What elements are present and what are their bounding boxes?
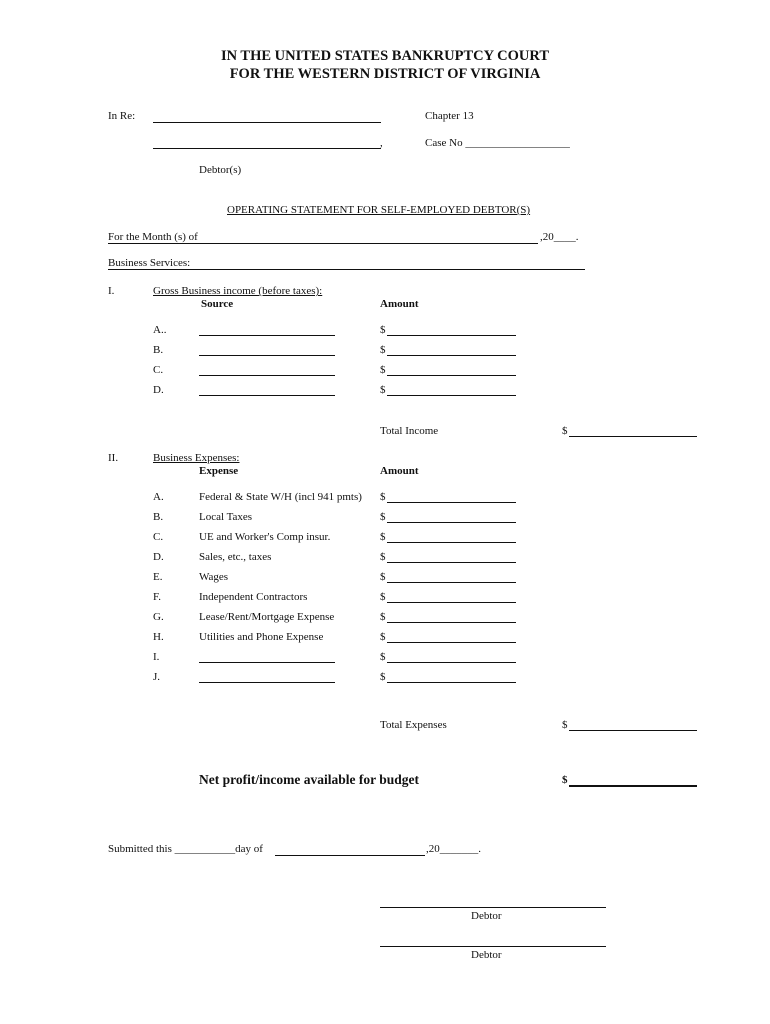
expense-amount-field[interactable]: [387, 582, 516, 583]
expense-row-letter: J.: [153, 671, 161, 683]
income-row-letter: A..: [153, 324, 167, 336]
expense-row-letter: D.: [153, 551, 164, 563]
expense-row-letter: E.: [153, 571, 163, 583]
expense-row-letter: A.: [153, 491, 164, 503]
net-profit-field[interactable]: [569, 785, 697, 787]
dollar-sign: $: [380, 384, 386, 396]
expenses-heading: Business Expenses:: [153, 452, 240, 464]
income-row-letter: D.: [153, 384, 164, 396]
in-re-label: In Re:: [108, 110, 136, 122]
income-source-field[interactable]: [199, 375, 335, 376]
source-column-header: Source: [201, 298, 234, 310]
submitted-year-field[interactable]: ,20_______.: [426, 843, 481, 855]
total-income-field[interactable]: [569, 436, 697, 437]
expense-row-label: UE and Worker's Comp insur.: [199, 531, 331, 543]
expense-custom-label-field[interactable]: [199, 682, 335, 683]
dollar-sign: $: [562, 774, 568, 786]
month-label: For the Month (s) of: [108, 231, 198, 243]
expense-amount-column-header: Amount: [380, 465, 419, 477]
court-title-line2: FOR THE WESTERN DISTRICT OF VIRGINIA: [229, 66, 541, 82]
income-amount-field[interactable]: [387, 355, 516, 356]
income-source-field[interactable]: [199, 355, 335, 356]
dollar-sign: $: [380, 611, 386, 623]
total-expenses-field[interactable]: [569, 730, 697, 731]
expense-amount-field[interactable]: [387, 662, 516, 663]
dollar-sign: $: [380, 671, 386, 683]
section-number-income: I.: [108, 285, 115, 297]
expense-custom-label-field[interactable]: [199, 662, 335, 663]
dollar-sign: $: [380, 344, 386, 356]
debtor-signature-label-1: Debtor: [471, 910, 502, 922]
expense-row-label: Local Taxes: [199, 511, 253, 523]
in-re-field-1[interactable]: [153, 122, 381, 123]
expense-amount-field[interactable]: [387, 562, 516, 563]
income-amount-field[interactable]: [387, 335, 516, 336]
month-year-field[interactable]: ,20____.: [540, 231, 579, 243]
dollar-sign: $: [380, 651, 386, 663]
total-expenses-label: Total Expenses: [380, 719, 447, 731]
expense-row-letter: C.: [153, 531, 164, 543]
expense-amount-field[interactable]: [387, 522, 516, 523]
submitted-text: Submitted this ___________day of: [108, 843, 263, 855]
dollar-sign: $: [562, 719, 568, 731]
debtor-signature-label-2: Debtor: [471, 949, 502, 961]
statement-title: OPERATING STATEMENT FOR SELF-EMPLOYED DEBTOR(S): [227, 204, 531, 216]
business-services-label: Business Services:: [108, 257, 191, 269]
expense-amount-field[interactable]: [387, 542, 516, 543]
expense-row-letter: F.: [153, 591, 161, 603]
expense-amount-field[interactable]: [387, 642, 516, 643]
expense-row-letter: I.: [153, 651, 160, 663]
dollar-sign: $: [380, 551, 386, 563]
income-amount-field[interactable]: [387, 395, 516, 396]
expense-row-letter: G.: [153, 611, 164, 623]
income-amount-column-header: Amount: [380, 298, 419, 310]
submitted-month-field[interactable]: [275, 855, 425, 856]
expense-row-letter: B.: [153, 511, 164, 523]
chapter-label: Chapter 13: [425, 110, 474, 122]
expense-amount-field[interactable]: [387, 502, 516, 503]
expense-row-label: Independent Contractors: [199, 591, 308, 603]
income-amount-field[interactable]: [387, 375, 516, 376]
expense-row-letter: H.: [153, 631, 164, 643]
income-heading: Gross Business income (before taxes):: [153, 285, 323, 297]
expense-row-label: Utilities and Phone Expense: [199, 631, 324, 643]
income-row-letter: C.: [153, 364, 164, 376]
income-row-letter: B.: [153, 344, 164, 356]
expense-row-label: Wages: [199, 571, 229, 583]
dollar-sign: $: [380, 511, 386, 523]
case-number-field[interactable]: Case No ___________________: [425, 137, 570, 149]
expense-row-label: Lease/Rent/Mortgage Expense: [199, 611, 335, 623]
debtor-signature-line-1[interactable]: [380, 907, 606, 908]
income-source-field[interactable]: [199, 395, 335, 396]
total-income-label: Total Income: [380, 425, 439, 437]
dollar-sign: $: [380, 324, 386, 336]
net-profit-label: Net profit/income available for budget: [199, 772, 419, 787]
dollar-sign: $: [562, 425, 568, 437]
dollar-sign: $: [380, 491, 386, 503]
dollar-sign: $: [380, 631, 386, 643]
dollar-sign: $: [380, 591, 386, 603]
caption-comma: ,: [380, 137, 383, 149]
dollar-sign: $: [380, 571, 386, 583]
in-re-field-2[interactable]: [153, 148, 381, 149]
expense-amount-field[interactable]: [387, 622, 516, 623]
court-title-line1: IN THE UNITED STATES BANKRUPTCY COURT: [220, 48, 550, 64]
business-services-field[interactable]: [108, 269, 585, 270]
debtor-signature-line-2[interactable]: [380, 946, 606, 947]
income-source-field[interactable]: [199, 335, 335, 336]
dollar-sign: $: [380, 364, 386, 376]
expense-amount-field[interactable]: [387, 682, 516, 683]
dollar-sign: $: [380, 531, 386, 543]
expense-row-label: Sales, etc., taxes: [199, 551, 272, 563]
expense-column-header: Expense: [199, 465, 239, 477]
expense-amount-field[interactable]: [387, 602, 516, 603]
section-number-expenses: II.: [108, 452, 119, 464]
debtors-label: Debtor(s): [199, 164, 242, 176]
month-field[interactable]: [108, 243, 538, 244]
expense-row-label: Federal & State W/H (incl 941 pmts): [199, 491, 362, 503]
